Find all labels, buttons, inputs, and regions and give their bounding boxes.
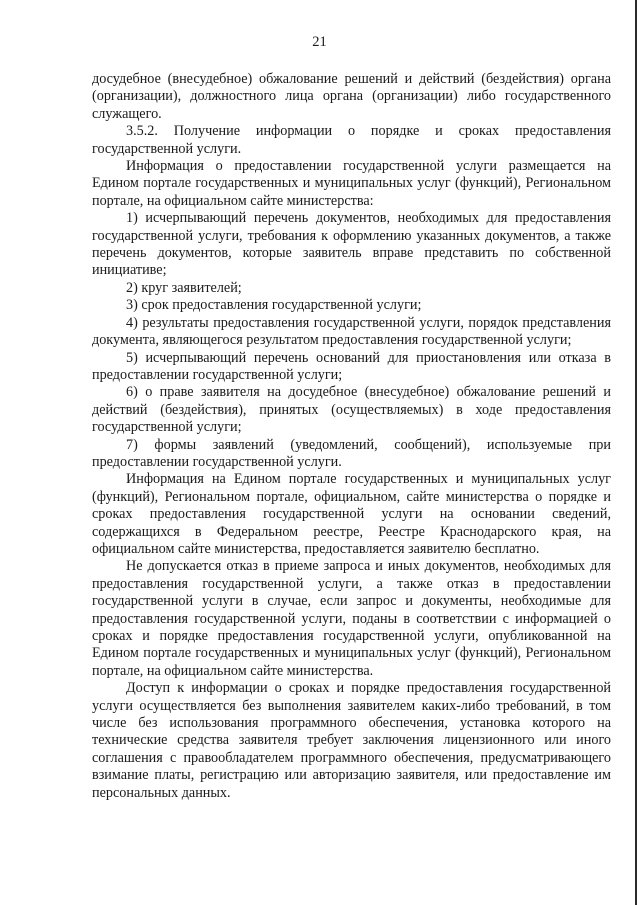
paragraph-access-requirements: Доступ к информации о сроках и порядке предоставления государственной услуги осуществляется без выполнения заявителем каких-либо требований, в том числе без использования программного обеспечения, установка которого на технические средства заявителя требует заключения лицензионного или иного соглашения с правообладателем программного обеспечения, предусматривающего взимание платы, регистрацию или авторизацию заявителя, или предоставление им персональных данных. <box>92 680 611 801</box>
page-number: 21 <box>312 34 327 50</box>
list-item-4: 4) результаты предоставления государственной услуги, порядок представления документа, являющегося результатом предоставления государственной услуги; <box>92 314 611 349</box>
list-item-3: 3) срок предоставления государственной услуги; <box>126 297 422 314</box>
list-item-6: 6) о праве заявителя на досудебное (внесудебное) обжалование решений и действий (бездействия), принятых (осуществляемых) в ходе предоставления государственной услуги; <box>92 384 611 436</box>
document-body <box>92 71 611 802</box>
paragraph-info-placement: Информация о предоставлении государственной услуги размещается на Едином портале государственных и муниципальных услуг (функций), Региональном портале, на официальном сайте министерства: <box>92 158 611 209</box>
list-item-5: 5) исчерпывающий перечень оснований для приостановления или отказа в предоставлении государственной услуги; <box>92 349 611 383</box>
section-heading-3-5-2: 3.5.2. Получение информации о порядке и сроках предоставления государственной услуги. <box>92 123 611 157</box>
paragraph-free-of-charge: Информация на Едином портале государственных и муниципальных услуг (функций), Региональном портале, официальном, сайте министерства о порядке и сроках предоставления государственной услуги на основании сведений, содержащихся в Федеральном реестре, Реестре Краснодарского края, на официальном сайте министерства, предоставляется заявителю бесплатно. <box>92 471 611 557</box>
paragraph-no-refusal: Не допускается отказ в приеме запроса и иных документов, необходимых для предоставления государственной услуги, а также отказ в предоставлении государственной услуги в случае, если запрос и документы, необходимые для предоставления государственной услуги, поданы в соответствии с информацией о сроках и порядке предоставления государственной услуги, опубликованной на Едином портале государственных и муниципальных услуг (функций), Региональном портале, на официальном сайте министерства. <box>92 558 611 679</box>
page-edge-line <box>635 0 637 905</box>
list-item-2: 2) круг заявителей; <box>126 279 242 296</box>
list-item-1: 1) исчерпывающий перечень документов, необходимых для предоставления государственной услуги, требования к оформлению указанных документов, а также перечень документов, которые заявитель вправе представить по собственной инициативе; <box>92 210 611 279</box>
list-item-7: 7) формы заявлений (уведомлений, сообщений), используемые при предоставлении государственной услуги. <box>92 436 611 470</box>
paragraph-continuation: досудебное (внесудебное) обжалование решений и действий (бездействия) органа (организации), должностного лица органа (организации) либо государственного служащего. <box>92 71 611 122</box>
